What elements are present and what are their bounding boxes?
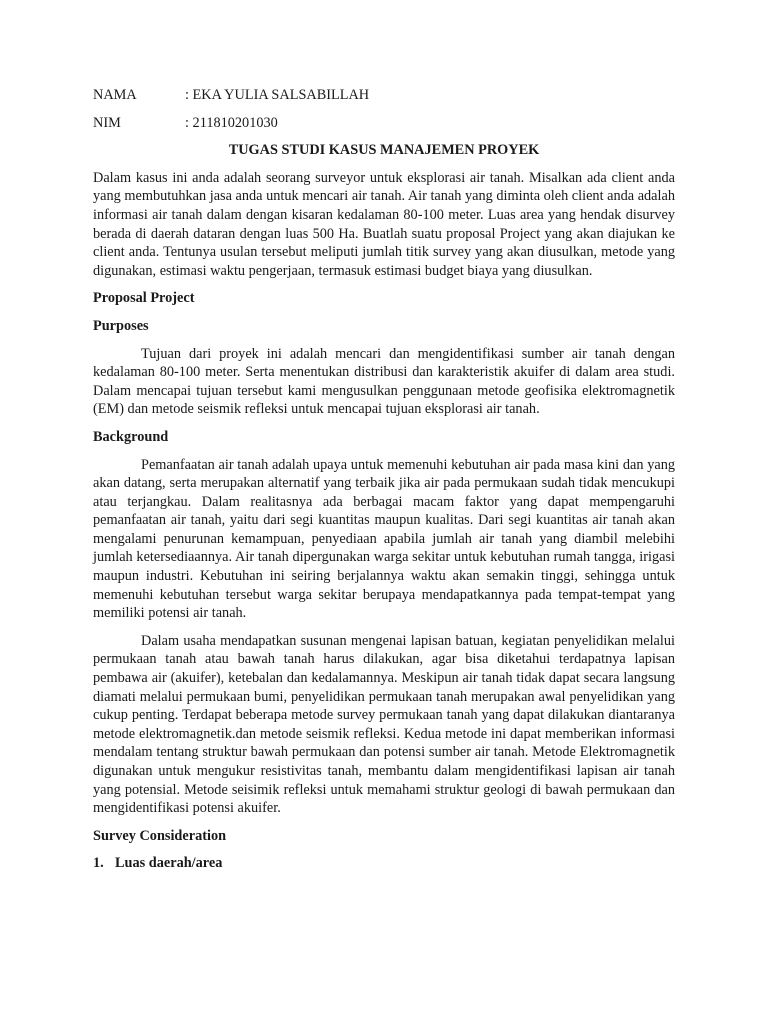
background-paragraph-2: Dalam usaha mendapatkan susunan mengenai lapisan batuan, kegiatan penyelidikan melalui permukaan tanah atau bawah tanah harus dilakukan, agar bisa diketahui terdapatnya lapisan pembawa air (akuifer), ketebalan dan kedalamannya. Meskipun air tanah tidak dapat secara langsung diamati melalui permukaan bumi, penyelidikan permukaan tanah merupakan awal penyelidikan yang cukup penting. Terdapat beberapa metode survey permukaan tanah yang dapat dilakukan diantaranya metode elektromagnetik.dan metode seismik refleksi. Kedua metode ini dapat memberikan informasi mendalam tentang struktur bawah permukaan dan potensi sumber air tanah. Metode Elektromagnetik digunakan untuk mengukur resistivitas tanah, membantu dalam mengidentifikasi lapisan air tanah yang potensial. Metode seisimik refleksi untuk memahami struktur geologi di bawah permukaan dan mengidentifikasi potensi akuifer. xyxy=(93,632,675,817)
intro-paragraph: Dalam kasus ini anda adalah seorang surveyor untuk eksplorasi air tanah. Misalkan ada client anda yang membutuhkan jasa anda untuk mencari air tanah. Air tanah yang diminta oleh client anda adalah informasi air tanah dalam dengan kisaran kedalaman 80-100 meter. Luas area yang hendak disurvey berada di daerah dataran dengan luas 500 Ha. Buatlah suatu proposal Project yang akan diajukan ke client anda. Tentunya usulan tersebut meliputi jumlah titik survey yang akan diusulkan, metode yang digunakan, estimasi waktu pengerjaan, termasuk estimasi budget biaya yang diusulkan. xyxy=(93,169,675,279)
name-label: NAMA xyxy=(93,87,137,103)
list-item-label: Luas daerah/area xyxy=(115,855,223,872)
nim-value: : 211810201030 xyxy=(185,114,278,131)
name-value: : EKA YULIA SALSABILLAH xyxy=(185,87,370,103)
proposal-heading: Proposal Project xyxy=(93,290,195,307)
list-item-number: 1. xyxy=(93,855,104,872)
name-row xyxy=(93,86,675,105)
document-title: TUGAS STUDI KASUS MANAJEMEN PROYEK xyxy=(228,142,540,159)
nim-label: NIM xyxy=(93,114,121,131)
document-page xyxy=(93,86,675,882)
purposes-heading: Purposes xyxy=(93,317,149,334)
background-heading: Background xyxy=(93,428,169,445)
nim-row xyxy=(93,114,675,133)
purposes-paragraph: Tujuan dari proyek ini adalah mencari dan mengidentifikasi sumber air tanah dengan kedalaman 80-100 meter. Serta menentukan distribusi dan karakteristik akuifer di dalam area studi. Dalam mencapai tujuan tersebut kami mengusulkan penggunaan metode geofisika elektromagnetik (EM) dan metode seismik refleksi untuk mencapai tujuan eksplorasi air tanah. xyxy=(93,345,675,418)
survey-consideration-heading: Survey Consideration xyxy=(93,827,227,844)
background-paragraph-1: Pemanfaatan air tanah adalah upaya untuk memenuhi kebutuhan air pada masa kini dan yang akan datang, serta merupakan alternatif yang terbaik jika air pada permukaan sudah tidak mencukupi atau terjangkau. Dalam realitasnya ada berbagai macam faktor yang dapat mempengaruhi pemanfaatan air tanah, yaitu dari segi kuantitas maupun kualitas. Dari segi kuantitas air tanah akan mengalami penurunan kemampuan, penyediaan apabila jumlah air tanah yang diambil melebihi jumlah ketersediaannya. Air tanah dipergunakan warga sekitar untuk kebutuhan rumah tangga, irigasi maupun industri. Kebutuhan ini seiring berjalannya waktu akan semakin tinggi, sehingga untuk memenuhi kebutuhan tersebut warga sekitar berupaya mendapatkannya pada tempat-tempat yang memiliki potensi air tanah. xyxy=(93,456,675,622)
list-item-luas-daerah xyxy=(93,854,675,873)
